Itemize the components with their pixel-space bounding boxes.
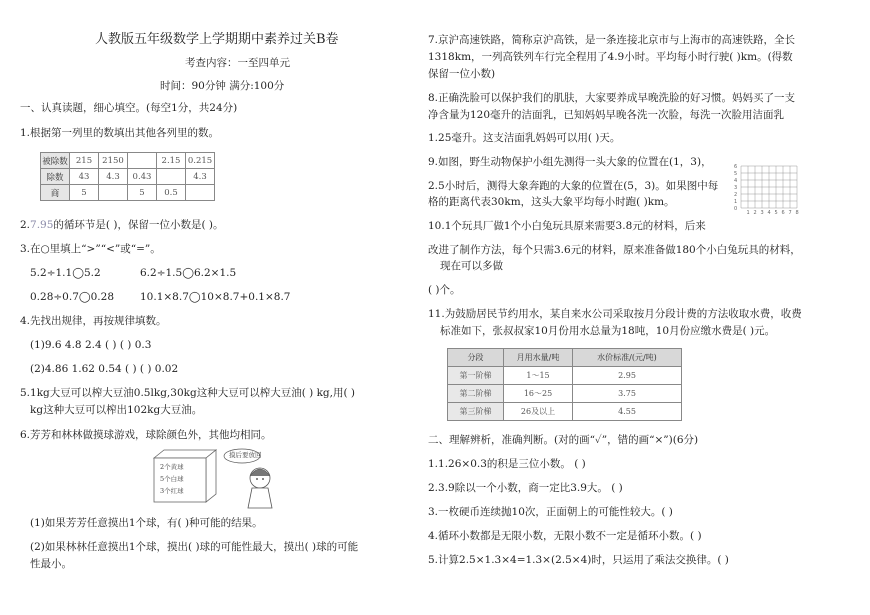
question-1: 1.根据第一列里的数填出其他各列里的数。 (20, 127, 220, 139)
coordinate-grid (733, 160, 809, 216)
table-cell: 0.43 (128, 169, 157, 185)
table-cell: 2.95 (573, 367, 682, 385)
x-tick-label: 7 (788, 210, 792, 216)
x-tick-label: 6 (781, 210, 785, 216)
row-header-cell: 商 (41, 185, 70, 201)
table-cell (99, 185, 128, 201)
compare-2: 6.2÷1.5◯6.2×1.5 (140, 267, 237, 279)
x-tick-label: 3 (760, 210, 764, 216)
section-one-heading: 一、认真读题，细心填空。(每空1分，共24分) (20, 102, 238, 114)
question-10-line4: ( )个。 (428, 284, 461, 296)
table-cell: 3.75 (573, 385, 682, 403)
page-title: 人教版五年级数学上学期期中素养过关B卷 (95, 32, 339, 47)
table-cell: 4.55 (573, 403, 682, 421)
judge-1: 1.1.26×0.3的积是三位小数。 ( ) (428, 458, 586, 470)
judge-5: 5.计算2.5×1.3×4=1.3×(2.5×4)时，只运用了乘法交换律。( ) (428, 554, 729, 566)
compare-3: 0.28÷0.7◯0.28 (30, 291, 115, 303)
table-cell: 5 (70, 185, 99, 201)
question-6-part1: (1)如果芳芳任意摸出1个球，有( )种可能的结果。 (30, 517, 263, 529)
question-11-line2: 标准如下，张叔叔家10月份用水总量为18吨，10月份应缴水费是( )元。 (440, 325, 776, 337)
box-item-red: 3个红球 (160, 487, 184, 495)
y-tick-label: 1 (734, 199, 738, 205)
question-8-line1: 8.正确洗脸可以保护我们的肌肤，大家要养成早晚洗脸的好习惯。妈妈买了一支 (428, 92, 796, 104)
question-7-line1: 7.京沪高速铁路，简称京沪高铁，是一条连接北京市与上海市的高速铁路，全长 (428, 34, 796, 46)
question-3: 3.在○里填上“>”“<”或“=”。 (20, 243, 161, 255)
question-11-line1: 11.为鼓励居民节约用水，某自来水公司采取按月分段计费的方法收取水费，收费 (428, 308, 802, 320)
judge-2: 2.3.9除以一个小数，商一定比3.9大。 ( ) (428, 482, 623, 494)
table-cell (186, 185, 215, 201)
table-row (448, 367, 682, 385)
table-cell: 215 (70, 153, 99, 169)
table-water-price (447, 348, 682, 421)
x-tick-label: 8 (795, 210, 799, 216)
judge-3: 3.一枚硬币连续抛10次，正面朝上的可能性较大。( ) (428, 506, 673, 518)
table-cell (128, 153, 157, 169)
table-cell: 16～25 (504, 385, 573, 403)
table-cell (157, 169, 186, 185)
column-header: 水价标准/(元/吨) (573, 349, 682, 367)
speech-bubble: 摸后要放回 (229, 451, 262, 459)
table-cell: 2150 (99, 153, 128, 169)
y-tick-label: 5 (734, 171, 738, 177)
table-cell: 第二阶梯 (448, 385, 504, 403)
question-7-line3: 保留一位小数) (428, 68, 496, 80)
y-tick-label: 0 (734, 206, 738, 212)
question-10-line1: 10.1个玩具厂做1个小白兔玩具原来需要3.8元的材料，后来 (428, 220, 706, 232)
question-5-line1: 5.1kg大豆可以榨大豆油0.5lkg,30kg这种大豆可以榨大豆油( ) kg,用( ) (20, 387, 356, 399)
table-header-row (448, 349, 682, 367)
question-9-line2: 2.5小时后，测得大象奔跑的大象的位置在(5，3)。如果图中每 (428, 180, 719, 192)
section-two-heading: 二、理解辨析，准确判断。(对的画“✓”，错的画“×”)(6分) (428, 434, 699, 446)
column-header: 分段 (448, 349, 504, 367)
question-6: 6.芳芳和林林做摸球游戏，球除颜色外，其他均相同。 (20, 429, 272, 441)
table-cell: 1～15 (504, 367, 573, 385)
column-header: 月用水量/吨 (504, 349, 573, 367)
question-6-part2-line1: (2)如果林林任意摸出1个球，摸出( )球的可能性最大，摸出( )球的可能 (30, 541, 359, 553)
table-cell: 0.5 (157, 185, 186, 201)
question-2: 2.7.95的循环节是( )，保留一位小数是( )。 (20, 219, 224, 231)
x-tick-label: 2 (753, 210, 757, 216)
question-5-line2: kg这种大豆可以榨出102kg大豆油。 (30, 404, 203, 416)
table-cell: 第一阶梯 (448, 367, 504, 385)
question-8-line3: 1.25毫升。这支洁面乳妈妈可以用( )天。 (428, 132, 621, 144)
y-tick-label: 2 (734, 192, 738, 198)
question-4: 4.先找出规律，再按规律填数。 (20, 315, 167, 327)
exam-meta: 时间：90分钟 满分:100分 (160, 80, 285, 92)
box-item-yellow: 2个黄球 (160, 463, 184, 471)
table-cell: 5 (128, 185, 157, 201)
y-tick-label: 3 (734, 185, 738, 191)
table-cell: 第三阶梯 (448, 403, 504, 421)
y-tick-label: 6 (734, 164, 738, 170)
question-7-line2: 1318km，一列高铁列车行完全程用了4.9小时。平均每小时行驶( )km。(得数 (428, 51, 793, 63)
question-8-line2: 净含量为120毫升的洁面乳，已知妈妈早晚各洗一次脸，每洗一次脸用洁面乳 (428, 109, 785, 121)
judge-4: 4.循环小数都是无限小数，无限小数不一定是循环小数。( ) (428, 530, 702, 542)
table-cell: 43 (70, 169, 99, 185)
row-header-cell: 除数 (41, 169, 70, 185)
x-tick-label: 1 (746, 210, 750, 216)
table-row (448, 385, 682, 403)
x-tick-label: 4 (767, 210, 771, 216)
compare-1: 5.2÷1.1◯5.2 (30, 267, 101, 279)
box-item-white: 5个白球 (160, 475, 184, 483)
table-cell: 2.15 (157, 153, 186, 169)
table-cell: 4.3 (186, 169, 215, 185)
x-tick-label: 5 (774, 210, 778, 216)
table-cell: 4.3 (99, 169, 128, 185)
question-9-line1: 9.如图，野生动物保护小组先测得一头大象的位置在(1，3)， (428, 156, 712, 168)
sequence-2: (2)4.86 1.62 0.54 ( ) ( ) 0.02 (30, 363, 179, 375)
question-9-line3: 格的距离代表30km，这头大象平均每小时跑( )km。 (428, 196, 675, 208)
question-6-part2-line2: 性最小。 (30, 558, 72, 570)
question-10-line2: 改进了制作方法，每个只需3.6元的材料，原来准备做180个小白兔玩具的材料， (428, 244, 801, 256)
row-header-cell: 被除数 (41, 153, 70, 169)
table-row (41, 185, 215, 201)
repeating-decimal: 7.95 (30, 219, 54, 231)
exam-scope: 考查内容：一至四单元 (185, 57, 290, 69)
table-cell: 0.215 (186, 153, 215, 169)
table-row (41, 169, 215, 185)
compare-4: 10.1×8.7◯10×8.7+0.1×8.7 (140, 291, 291, 303)
table-row (41, 153, 215, 169)
y-tick-label: 4 (734, 178, 738, 184)
sequence-1: (1)9.6 4.8 2.4 ( ) ( ) 0.3 (30, 339, 152, 351)
table-row (448, 403, 682, 421)
question-10-line3: 现在可以多做 (440, 260, 503, 272)
table-quotient (40, 152, 215, 201)
table-cell: 26及以上 (504, 403, 573, 421)
